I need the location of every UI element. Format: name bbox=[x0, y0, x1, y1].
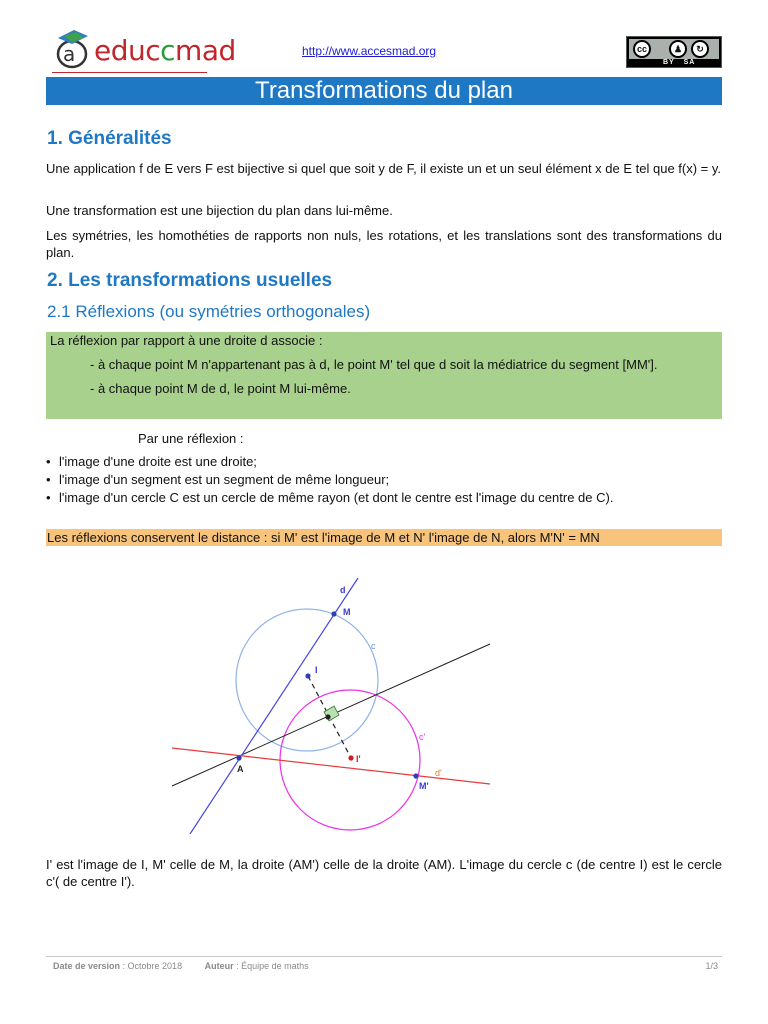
subsection-2-1-heading: 2.1 Réflexions (ou symétries orthogonales) bbox=[47, 302, 371, 321]
point-m-prime bbox=[413, 773, 418, 778]
cc-icon: cc bbox=[633, 40, 651, 58]
document-title: Transformations du plan bbox=[46, 77, 722, 105]
definition-item-2: - à chaque point M de d, le point M lui-même. bbox=[90, 381, 351, 396]
list-item: • l'image d'un segment est un segment de même longueur; bbox=[46, 471, 613, 489]
point-i-prime bbox=[348, 755, 353, 760]
logo-underline bbox=[52, 72, 207, 73]
page-header bbox=[46, 26, 722, 74]
properties-list bbox=[46, 453, 613, 507]
label-m-prime: M' bbox=[419, 781, 429, 791]
footer-info bbox=[53, 961, 309, 971]
section-2-heading: 2. Les transformations usuelles bbox=[47, 270, 333, 291]
label-d: d bbox=[340, 585, 346, 595]
label-d-prime: d' bbox=[435, 768, 442, 778]
footer-divider bbox=[46, 956, 722, 957]
paragraph-examples: Les symétries, les homothéties de rapports non nuls, les rotations, et les translations sont des transformations du plan. bbox=[46, 228, 722, 260]
reflection-figure bbox=[170, 576, 492, 834]
page-number: 1/3 bbox=[705, 961, 718, 971]
educmad-logo bbox=[52, 26, 236, 70]
list-item: • l'image d'un cercle C est un cercle de même rayon (et dont le centre est l'image du centre de C). bbox=[46, 489, 613, 507]
figure-caption: I' est l'image de I, M' celle de M, la droite (AM') celle de la droite (AM). L'image du cercle c (de centre I) est le cercle c'( de centre I'). bbox=[46, 857, 722, 889]
point-m bbox=[331, 611, 336, 616]
cc-sa-label: SA bbox=[683, 59, 696, 66]
point-a bbox=[236, 755, 241, 760]
date-label: Date de version bbox=[53, 961, 121, 971]
line-d bbox=[190, 578, 358, 834]
website-link[interactable]: http://www.accesmad.org bbox=[302, 44, 437, 58]
paragraph-transformation: Une transformation est une bijection du plan dans lui-même. bbox=[46, 203, 393, 218]
label-i: I bbox=[315, 665, 318, 675]
list-item: • l'image d'une droite est une droite; bbox=[46, 453, 613, 471]
creative-commons-badge bbox=[626, 36, 722, 68]
date-value: : Octobre 2018 bbox=[120, 961, 183, 971]
by-icon: ♟ bbox=[669, 40, 687, 58]
point-midpoint bbox=[325, 714, 330, 719]
sa-icon: ↻ bbox=[691, 40, 709, 58]
definition-box bbox=[46, 332, 722, 419]
svg-text:a: a bbox=[63, 42, 76, 66]
point-i bbox=[305, 673, 310, 678]
circle-c bbox=[236, 609, 378, 751]
cc-by-label: BY bbox=[663, 59, 675, 66]
author-value: : Équipe de maths bbox=[233, 961, 309, 971]
line-d-prime bbox=[172, 748, 490, 784]
logo-icon bbox=[52, 26, 92, 70]
distance-property: Les réflexions conservent le distance : si M' est l'image de M et N' l'image de N, alors M'N' = MN bbox=[46, 529, 722, 546]
label-i-prime: I' bbox=[356, 754, 361, 764]
reflection-diagram bbox=[170, 576, 492, 834]
label-a: A bbox=[237, 764, 244, 774]
par-reflexion-label: Par une réflexion : bbox=[138, 431, 244, 446]
definition-item-1: - à chaque point M n'appartenant pas à d, le point M' tel que d soit la médiatrice du segment [MM']. bbox=[90, 357, 658, 372]
author-label: Auteur bbox=[204, 961, 234, 971]
label-m: M bbox=[343, 607, 351, 617]
paragraph-bijective: Une application f de E vers F est bijective si quel que soit y de F, il existe un et un seul élément x de E tel que f(x) = y. bbox=[46, 161, 722, 176]
section-1-heading: 1. Généralités bbox=[47, 128, 172, 149]
label-c: c bbox=[371, 641, 376, 651]
label-c-prime: c' bbox=[419, 732, 426, 742]
definition-intro: La réflexion par rapport à une droite d associe : bbox=[50, 333, 323, 348]
logo-wordmark: educcmad bbox=[94, 34, 236, 67]
